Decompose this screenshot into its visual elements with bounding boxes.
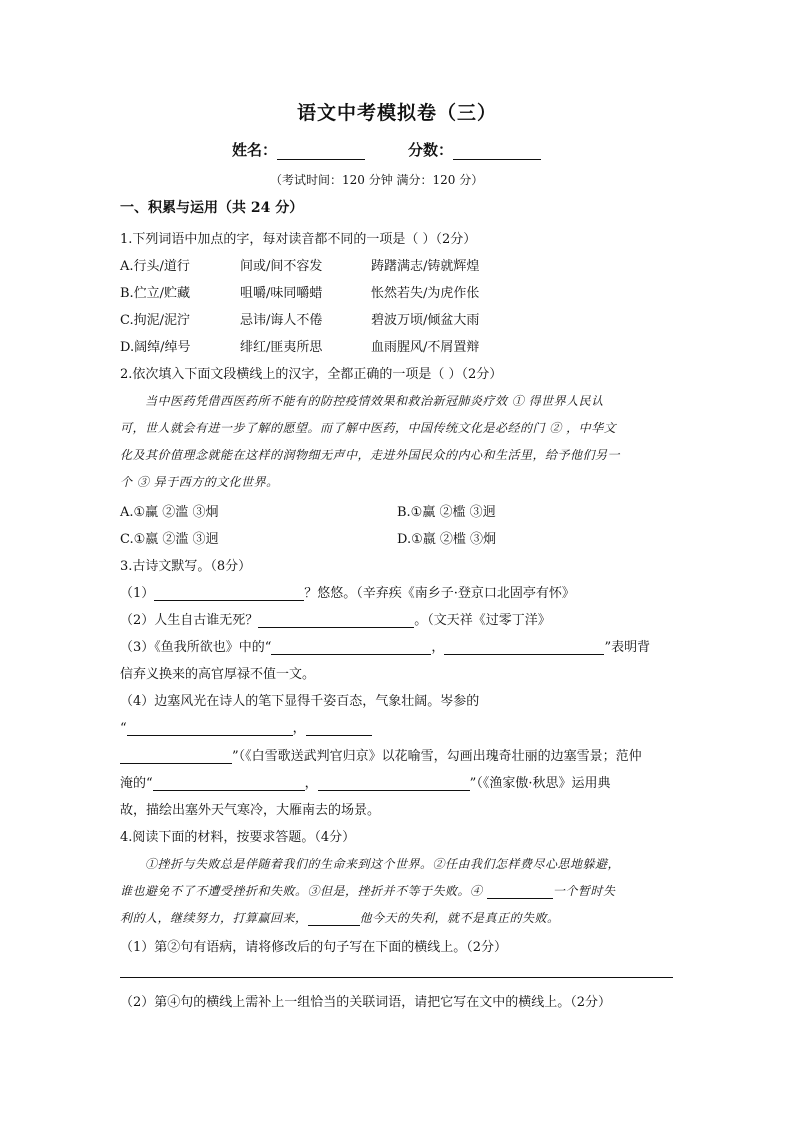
q3-line-3b: 信弃义换来的高官厚禄不值一文。	[120, 667, 316, 682]
answer-blank[interactable]	[120, 750, 232, 764]
name-blank[interactable]	[277, 145, 365, 160]
score-field	[408, 139, 541, 160]
name-field	[232, 139, 365, 160]
q3-line-1: （1） ？悠悠。（辛弃疾《南乡子·登京口北固亭有怀》	[120, 586, 575, 601]
q3-line-3: （3）《鱼我所欲也》中的“ ， ”表明背	[120, 640, 651, 655]
q4-sub-2: （2）第④句的横线上需补上一组恰当的关联词语，请把它写在文中的横线上。（2分）	[120, 995, 612, 1010]
page-title: 语文中考模拟卷（三）	[296, 102, 497, 124]
answer-blank[interactable]	[154, 587, 304, 601]
q3-line-4c: ”（《白雪歌送武判官归京》以花喻雪，勾画出瑰奇壮丽的边塞雪景；范仲	[120, 745, 642, 764]
score-blank[interactable]	[453, 145, 541, 160]
q1-option-a: A.行头/道行 间或/间不容发 踌躇满志/铸就辉煌	[120, 259, 480, 274]
q3-stem: 3.古诗文默写。（8分）	[120, 559, 252, 574]
q2-stem: 2.依次填入下面文段横线上的汉字，全都正确的一项是（ ）（2分）	[120, 367, 503, 382]
section-heading: 一、积累与运用（共 24 分）	[120, 200, 304, 216]
q1-option-c: C.拘泥/泥泞 忌讳/诲人不倦 碧波万顷/倾盆大雨	[120, 313, 480, 328]
q2-option-c: C.①嬴 ②滥 ③迥	[120, 532, 219, 547]
q4-stem: 4.阅读下面的材料，按要求答题。（4分）	[120, 830, 356, 845]
answer-blank[interactable]	[318, 777, 470, 791]
q3-line-4a: （4）边塞风光在诗人的笔下显得千姿百态，气象壮阔。岑参的	[120, 694, 480, 709]
q3-line-4b: “ ，	[120, 717, 372, 736]
answer-blank[interactable]	[306, 722, 372, 736]
q4-sub-1: （1）第②句有语病，请将修改后的句子写在下面的横线上。（2分）	[120, 940, 508, 955]
q2-passage-line: 化及其价值理念就能在这样的润物细无声中，走进外国民众的内心和生活里，给予他们另一	[120, 448, 621, 462]
answer-blank[interactable]	[258, 614, 414, 628]
answer-blank[interactable]	[308, 913, 360, 926]
q4-material-line: ①挫折与失败总是伴随着我们的生命来到这个世界。②任由我们怎样费尽心思地躲避，	[145, 857, 621, 871]
answer-blank[interactable]	[153, 777, 305, 791]
q4-material-line: 利的人，继续努力，打算赢回来， 他今天的失利，就不是真正的失败。	[120, 911, 560, 925]
answer-line[interactable]	[120, 977, 673, 978]
q3-line-2: （2）人生自古谁无死？ 。（文天祥《过零丁洋》	[120, 613, 551, 628]
q1-stem: 1.下列词语中加点的字，每对读音都不同的一项是（ ）（2分）	[120, 232, 477, 247]
exam-info: （考试时间：120 分钟 满分：120 分）	[270, 173, 484, 187]
q2-option-a: A.①赢 ②滥 ③炯	[120, 505, 219, 520]
q1-option-b: B.伫立/贮藏 咀嚼/味同嚼蜡 怅然若失/为虎作伥	[120, 286, 480, 301]
q4-material-line: 谁也避免不了不遭受挫折和失败。③但是，挫折并不等于失败。④ 一个暂时失	[120, 884, 616, 898]
name-label: 姓名：	[232, 141, 278, 159]
score-label: 分数：	[408, 141, 454, 159]
answer-blank[interactable]	[127, 722, 293, 736]
answer-blank[interactable]	[444, 641, 604, 655]
q2-passage-line: 可，世人就会有进一步了解的愿望。而了解中医药，中国传统文化是必经的门 ② ，中华文	[120, 421, 617, 435]
q1-option-d: D.阔绰/绰号 绯红/匪夷所思 血雨腥风/不屑置辩	[120, 340, 480, 355]
q3-line-4e: 故，描绘出塞外天气寒冷，大雁南去的场景。	[120, 803, 381, 818]
answer-blank[interactable]	[487, 886, 553, 899]
q3-line-4d: 淹的“ ， ”（《渔家傲·秋思》运用典	[120, 776, 611, 791]
q2-option-d: D.①嬴 ②槛 ③炯	[397, 532, 497, 547]
q2-passage-line: 当中医药凭借西医药所不能有的防控疫情效果和救治新冠肺炎疗效 ① 得世界人民认	[145, 394, 604, 408]
q2-passage-line: 个 ③ 异于西方的文化世界。	[120, 475, 279, 489]
answer-blank[interactable]	[271, 641, 431, 655]
q2-option-b: B.①赢 ②槛 ③迥	[397, 505, 496, 520]
